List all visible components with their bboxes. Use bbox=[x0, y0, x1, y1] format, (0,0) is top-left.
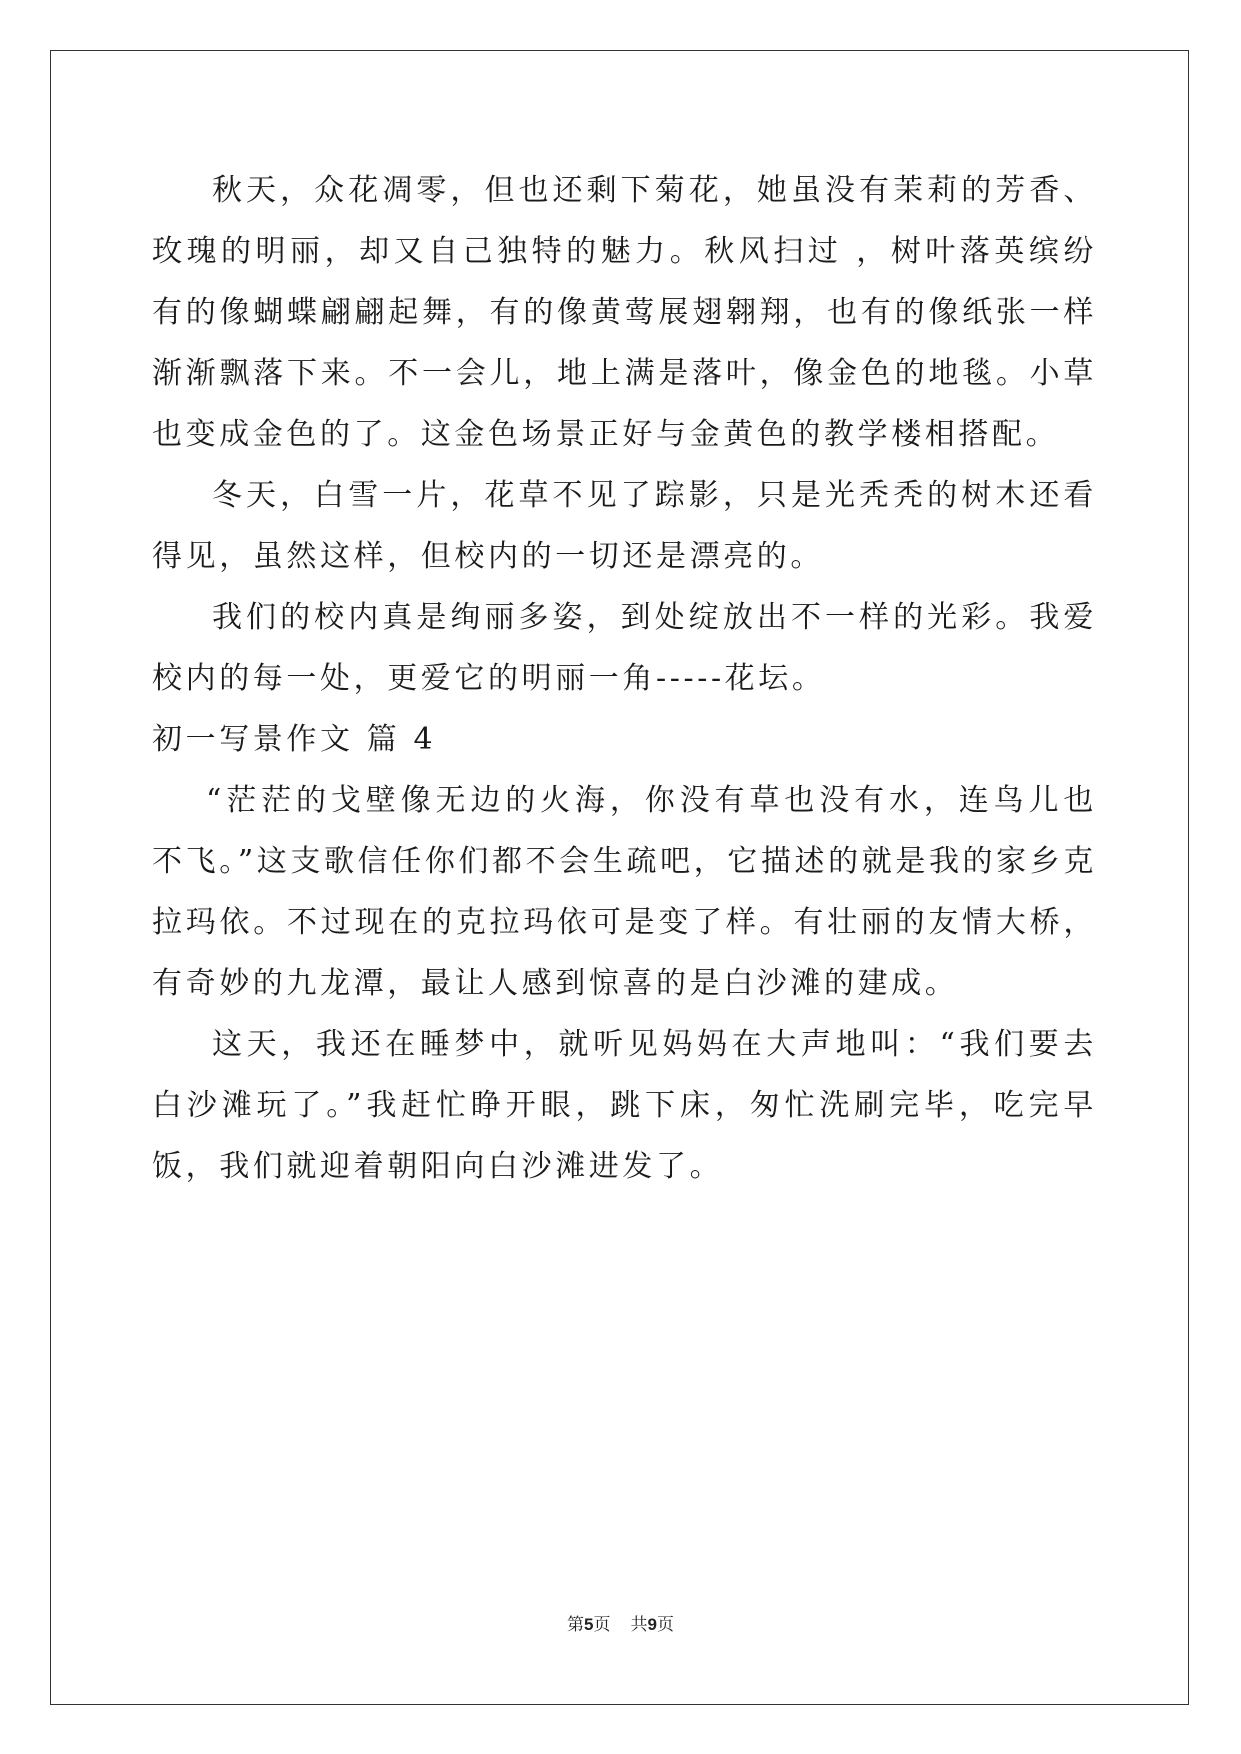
document-body bbox=[152, 160, 1097, 1197]
footer-page-mid: 页 bbox=[593, 1615, 611, 1635]
section-heading: 初一写景作文 篇 4 bbox=[152, 722, 437, 757]
footer-total-prefix: 共 bbox=[630, 1615, 648, 1635]
footer-page-current: 5 bbox=[584, 1615, 594, 1634]
page-footer bbox=[0, 1610, 1241, 1635]
paragraph-morning: 这天，我还在睡梦中，就听见妈妈在大声地叫：“我们要去白沙滩玩了。”我赶忙睁开眼，跳下床，匆忙洗刷完毕，吃完早饭，我们就迎着朝阳向白沙滩进发了。 bbox=[152, 1027, 1097, 1184]
footer-total-suffix: 页 bbox=[656, 1615, 674, 1635]
paragraph-campus: 我们的校内真是绚丽多姿，到处绽放出不一样的光彩。我爱校内的每一处，更爱它的明丽一角-----花坛。 bbox=[152, 600, 1097, 696]
footer-page-prefix: 第 bbox=[567, 1615, 585, 1635]
paragraph-karamay: “茫茫的戈壁像无边的火海，你没有草也没有水，连鸟儿也不飞。”这支歌信任你们都不会生疏吧，它描述的就是我的家乡克拉玛依。不过现在的克拉玛依可是变了样。有壮丽的友情大桥，有奇妙的九龙潭，最让人感到惊喜的是白沙滩的建成。 bbox=[152, 783, 1097, 1001]
paragraph-winter: 冬天，白雪一片，花草不见了踪影，只是光秃秃的树木还看得见，虽然这样，但校内的一切还是漂亮的。 bbox=[152, 478, 1097, 574]
paragraph-autumn: 秋天，众花凋零，但也还剩下菊花，她虽没有茉莉的芳香、玫瑰的明丽，却又自己独特的魅力。秋风扫过 ，树叶落英缤纷有的像蝴蝶翩翩起舞，有的像黄莺展翅翱翔，也有的像纸张一样渐渐飘落下来。不一会儿，地上满是落叶，像金色的地毯。小草也变成金色的了。这金色场景正好与金黄色的教学楼相搭配。 bbox=[152, 173, 1097, 452]
footer-page-total: 9 bbox=[647, 1615, 657, 1634]
